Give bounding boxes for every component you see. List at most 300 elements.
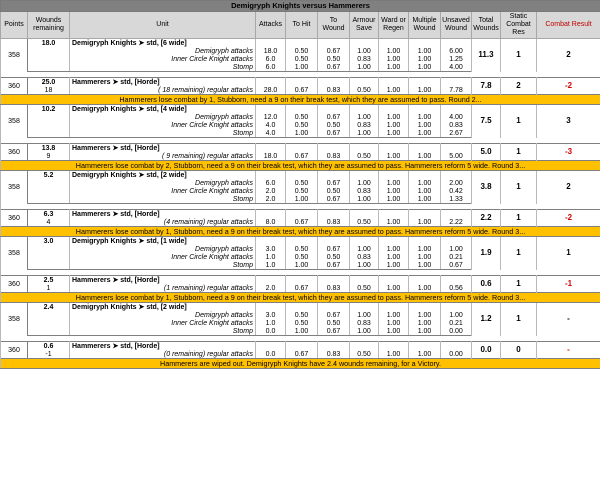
to-wound-cell: 0.67: [318, 113, 350, 121]
attacks-cell: 6.0: [256, 179, 286, 187]
attacks-cell: 1.0: [256, 253, 286, 261]
attacks-cell: 1.0: [256, 261, 286, 270]
empty-cell: [286, 171, 318, 180]
unsaved-wound-cell: 5.00: [441, 152, 472, 161]
attack-type-label: Stomp: [70, 261, 256, 270]
armour-save-cell: 1.00: [350, 129, 379, 138]
armour-save-cell: 1.00: [350, 195, 379, 204]
armour-save-cell: 1.00: [350, 47, 379, 55]
to-wound-cell: 0.67: [318, 327, 350, 336]
empty-cell: [28, 187, 70, 195]
ward-cell: 1.00: [379, 284, 409, 293]
empty-cell: [379, 276, 409, 285]
attack-type-label: Demigryph attacks: [70, 47, 256, 55]
empty-cell: [350, 342, 379, 351]
multiple-wound-cell: 1.00: [409, 113, 441, 121]
armour-save-cell: 0.83: [350, 121, 379, 129]
empty-cell: [441, 39, 472, 48]
to-hit-cell: 0.67: [286, 284, 318, 293]
multiple-wound-cell: 1.00: [409, 245, 441, 253]
empty-cell: [286, 276, 318, 285]
dk-points: 358: [1, 39, 28, 72]
dk-wounds-remaining: 18.0: [28, 39, 70, 48]
multiple-wound-cell: 1.00: [409, 152, 441, 161]
to-wound-cell: 0.83: [318, 350, 350, 359]
empty-cell: [28, 327, 70, 336]
to-hit-cell: 0.67: [286, 152, 318, 161]
empty-cell: [28, 319, 70, 327]
to-hit-cell: 0.50: [286, 319, 318, 327]
dk-unit-row: [1, 39, 600, 48]
to-hit-cell: 0.67: [286, 218, 318, 227]
round-summary-row: [1, 95, 600, 105]
multiple-wound-cell: 1.00: [409, 129, 441, 138]
empty-cell: [286, 105, 318, 114]
empty-cell: [379, 171, 409, 180]
multiple-wound-cell: 1.00: [409, 121, 441, 129]
header-row: [1, 12, 600, 39]
to-wound-cell: 0.67: [318, 179, 350, 187]
to-wound-cell: 0.50: [318, 187, 350, 195]
empty-cell: [441, 144, 472, 153]
ham-points: 360: [1, 144, 28, 161]
empty-cell: [256, 39, 286, 48]
multiple-wound-cell: 1.00: [409, 350, 441, 359]
ham-unit-name: Hammerers ➤ std, [Horde]: [70, 210, 256, 219]
attack-type-label: Inner Circle Knight attacks: [70, 55, 256, 63]
dk-wounds-remaining: 3.0: [28, 237, 70, 246]
header-attacks: Attacks: [256, 12, 286, 39]
ward-cell: 1.00: [379, 152, 409, 161]
round-summary: Hammerers are wiped out. Demigryph Knights have 2.4 wounds remaining, for a Victory.: [1, 359, 600, 369]
empty-cell: [350, 210, 379, 219]
ward-cell: 1.00: [379, 218, 409, 227]
dk-combat-result: 3: [537, 105, 600, 138]
armour-save-cell: 0.83: [350, 319, 379, 327]
ham-model-count: 9: [28, 152, 70, 161]
empty-cell: [318, 303, 350, 312]
ham-wounds-remaining: 13.8: [28, 144, 70, 153]
dk-wounds-remaining: 5.2: [28, 171, 70, 180]
attacks-cell: 0.0: [256, 350, 286, 359]
multiple-wound-cell: 1.00: [409, 195, 441, 204]
unsaved-wound-cell: 0.67: [441, 261, 472, 270]
dk-combat-result: 2: [537, 171, 600, 204]
header-multiple-wound: Multiple Wound: [409, 12, 441, 39]
empty-cell: [28, 47, 70, 55]
empty-cell: [350, 78, 379, 87]
empty-cell: [350, 105, 379, 114]
ward-cell: 1.00: [379, 245, 409, 253]
empty-cell: [318, 210, 350, 219]
ward-cell: 1.00: [379, 311, 409, 319]
attacks-cell: 12.0: [256, 113, 286, 121]
to-hit-cell: 0.50: [286, 121, 318, 129]
title-row: [1, 1, 600, 12]
to-hit-cell: 1.00: [286, 63, 318, 72]
empty-cell: [409, 342, 441, 351]
attack-type-label: (0 remaining) regular attacks: [70, 350, 256, 359]
armour-save-cell: 0.50: [350, 86, 379, 95]
empty-cell: [409, 39, 441, 48]
unsaved-wound-cell: 1.00: [441, 245, 472, 253]
round-summary-row: [1, 161, 600, 171]
empty-cell: [409, 210, 441, 219]
empty-cell: [256, 303, 286, 312]
unsaved-wound-cell: 4.00: [441, 63, 472, 72]
empty-cell: [379, 39, 409, 48]
unsaved-wound-cell: 7.78: [441, 86, 472, 95]
to-wound-cell: 0.83: [318, 284, 350, 293]
unsaved-wound-cell: 1.33: [441, 195, 472, 204]
empty-cell: [318, 39, 350, 48]
armour-save-cell: 1.00: [350, 327, 379, 336]
attacks-cell: 2.0: [256, 284, 286, 293]
dk-unit-name: Demigryph Knights ➤ std, [1 wide]: [70, 237, 256, 246]
attacks-cell: 2.0: [256, 187, 286, 195]
empty-cell: [28, 63, 70, 72]
armour-save-cell: 0.50: [350, 152, 379, 161]
multiple-wound-cell: 1.00: [409, 63, 441, 72]
attack-type-label: Demigryph attacks: [70, 113, 256, 121]
attacks-cell: 1.0: [256, 319, 286, 327]
empty-cell: [256, 210, 286, 219]
multiple-wound-cell: 1.00: [409, 86, 441, 95]
armour-save-cell: 1.00: [350, 261, 379, 270]
empty-cell: [409, 276, 441, 285]
ham-total-wounds: 0.0: [472, 342, 501, 359]
dk-points: 358: [1, 237, 28, 270]
ward-cell: 1.00: [379, 129, 409, 138]
ward-cell: 1.00: [379, 47, 409, 55]
dk-unit-name: Demigryph Knights ➤ std, [2 wide]: [70, 303, 256, 312]
dk-unit-row: [1, 171, 600, 180]
empty-cell: [379, 303, 409, 312]
empty-cell: [318, 105, 350, 114]
armour-save-cell: 0.83: [350, 253, 379, 261]
dk-unit-row: [1, 237, 600, 246]
ham-static-combat-res: 1: [501, 276, 537, 293]
attack-type-label: Stomp: [70, 129, 256, 138]
ham-static-combat-res: 1: [501, 210, 537, 227]
attacks-cell: 4.0: [256, 129, 286, 138]
empty-cell: [318, 78, 350, 87]
ward-cell: 1.00: [379, 319, 409, 327]
empty-cell: [28, 55, 70, 63]
to-hit-cell: 1.00: [286, 195, 318, 204]
header-to-hit: To Hit: [286, 12, 318, 39]
empty-cell: [318, 171, 350, 180]
multiple-wound-cell: 1.00: [409, 311, 441, 319]
multiple-wound-cell: 1.00: [409, 319, 441, 327]
to-wound-cell: 0.67: [318, 63, 350, 72]
ham-wounds-remaining: 6.3: [28, 210, 70, 219]
dk-points: 358: [1, 303, 28, 336]
multiple-wound-cell: 1.00: [409, 327, 441, 336]
empty-cell: [28, 195, 70, 204]
empty-cell: [350, 276, 379, 285]
attacks-cell: 18.0: [256, 47, 286, 55]
empty-cell: [256, 105, 286, 114]
unsaved-wound-cell: 0.56: [441, 284, 472, 293]
attack-type-label: Inner Circle Knight attacks: [70, 121, 256, 129]
to-wound-cell: 0.50: [318, 253, 350, 261]
empty-cell: [286, 210, 318, 219]
empty-cell: [318, 144, 350, 153]
empty-cell: [409, 303, 441, 312]
ham-combat-result: -3: [537, 144, 600, 161]
attacks-cell: 6.0: [256, 55, 286, 63]
unsaved-wound-cell: 0.83: [441, 121, 472, 129]
dk-combat-result: -: [537, 303, 600, 336]
dk-total-wounds: 7.5: [472, 105, 501, 138]
attacks-cell: 0.0: [256, 327, 286, 336]
empty-cell: [409, 78, 441, 87]
ham-static-combat-res: 0: [501, 342, 537, 359]
dk-total-wounds: 3.8: [472, 171, 501, 204]
empty-cell: [379, 144, 409, 153]
armour-save-cell: 1.00: [350, 311, 379, 319]
dk-static-combat-res: 1: [501, 303, 537, 336]
to-hit-cell: 0.50: [286, 47, 318, 55]
multiple-wound-cell: 1.00: [409, 284, 441, 293]
empty-cell: [286, 39, 318, 48]
to-wound-cell: 0.67: [318, 311, 350, 319]
empty-cell: [379, 237, 409, 246]
unsaved-wound-cell: 6.00: [441, 47, 472, 55]
to-hit-cell: 1.00: [286, 327, 318, 336]
to-hit-cell: 0.50: [286, 311, 318, 319]
empty-cell: [441, 276, 472, 285]
armour-save-cell: 0.83: [350, 55, 379, 63]
ham-wounds-remaining: 2.5: [28, 276, 70, 285]
empty-cell: [441, 342, 472, 351]
dk-points: 358: [1, 171, 28, 204]
round-summary-row: [1, 293, 600, 303]
empty-cell: [409, 237, 441, 246]
empty-cell: [318, 237, 350, 246]
ham-unit-name: Hammerers ➤ std, [Horde]: [70, 144, 256, 153]
attacks-cell: 18.0: [256, 152, 286, 161]
ham-points: 360: [1, 210, 28, 227]
empty-cell: [441, 78, 472, 87]
armour-save-cell: 0.50: [350, 218, 379, 227]
to-hit-cell: 0.50: [286, 187, 318, 195]
attack-type-label: Inner Circle Knight attacks: [70, 253, 256, 261]
ham-combat-result: -: [537, 342, 600, 359]
ham-unit-name: Hammerers ➤ std, [Horde]: [70, 276, 256, 285]
ham-model-count: -1: [28, 350, 70, 359]
ham-model-count: 18: [28, 86, 70, 95]
ham-model-count: 1: [28, 284, 70, 293]
to-wound-cell: 0.83: [318, 86, 350, 95]
dk-combat-result: 2: [537, 39, 600, 72]
ward-cell: 1.00: [379, 63, 409, 72]
empty-cell: [379, 105, 409, 114]
empty-cell: [286, 342, 318, 351]
ham-combat-result: -2: [537, 210, 600, 227]
attacks-cell: 3.0: [256, 245, 286, 253]
round-summary-row: [1, 359, 600, 369]
attack-type-label: Stomp: [70, 327, 256, 336]
unsaved-wound-cell: 0.42: [441, 187, 472, 195]
dk-total-wounds: 11.3: [472, 39, 501, 72]
table-title: Demigryph Knights versus Hammerers: [1, 1, 600, 12]
header-unsaved-wound: Unsaved Wound: [441, 12, 472, 39]
to-hit-cell: 1.00: [286, 129, 318, 138]
empty-cell: [409, 105, 441, 114]
armour-save-cell: 1.00: [350, 63, 379, 72]
ham-unit-name: Hammerers ➤ std, [Horde]: [70, 78, 256, 87]
unsaved-wound-cell: 1.00: [441, 311, 472, 319]
ward-cell: 1.00: [379, 327, 409, 336]
attack-type-label: Stomp: [70, 63, 256, 72]
header-to-wound: To Wound: [318, 12, 350, 39]
empty-cell: [379, 78, 409, 87]
ham-model-count: 4: [28, 218, 70, 227]
empty-cell: [28, 253, 70, 261]
dk-static-combat-res: 1: [501, 237, 537, 270]
ham-unit-row: [1, 144, 600, 153]
dk-total-wounds: 1.9: [472, 237, 501, 270]
empty-cell: [350, 39, 379, 48]
ward-cell: 1.00: [379, 253, 409, 261]
empty-cell: [441, 237, 472, 246]
ham-points: 360: [1, 78, 28, 95]
attack-type-label: Demigryph attacks: [70, 245, 256, 253]
ham-unit-name: Hammerers ➤ std, [Horde]: [70, 342, 256, 351]
empty-cell: [28, 113, 70, 121]
multiple-wound-cell: 1.00: [409, 55, 441, 63]
header-points: Points: [1, 12, 28, 39]
armour-save-cell: 1.00: [350, 179, 379, 187]
round-summary: Hammerers lose combat by 1, Stubborn, need a 9 on their break test, which they are assumed to pass. Hammerers reform 5 wide. Round 3...: [1, 293, 600, 303]
round-summary: Hammerers lose combat by 2, Stubborn, need a 9 on their break test, which they are assumed to pass. Hammerers reform 5 wide. Round 3...: [1, 161, 600, 171]
attacks-cell: 6.0: [256, 63, 286, 72]
round-summary: Hammerers lose combat by 1, Stubborn, need a 9 on their break test, which they are assumed to pass. Hammerers reform 5 wide. Round 3...: [1, 227, 600, 237]
unsaved-wound-cell: 0.00: [441, 350, 472, 359]
dk-unit-name: Demigryph Knights ➤ std, [6 wide]: [70, 39, 256, 48]
ham-wounds-remaining: 0.6: [28, 342, 70, 351]
armour-save-cell: 0.50: [350, 350, 379, 359]
unsaved-wound-cell: 0.00: [441, 327, 472, 336]
to-wound-cell: 0.67: [318, 261, 350, 270]
dk-total-wounds: 1.2: [472, 303, 501, 336]
empty-cell: [28, 261, 70, 270]
empty-cell: [350, 171, 379, 180]
attack-type-label: Inner Circle Knight attacks: [70, 187, 256, 195]
ward-cell: 1.00: [379, 179, 409, 187]
empty-cell: [441, 210, 472, 219]
to-wound-cell: 0.83: [318, 218, 350, 227]
ward-cell: 1.00: [379, 261, 409, 270]
to-hit-cell: 0.67: [286, 86, 318, 95]
multiple-wound-cell: 1.00: [409, 179, 441, 187]
header-static-combat-res: Static Combat Res: [501, 12, 537, 39]
multiple-wound-cell: 1.00: [409, 253, 441, 261]
attacks-cell: 28.0: [256, 86, 286, 95]
ham-static-combat-res: 1: [501, 144, 537, 161]
to-hit-cell: 0.50: [286, 113, 318, 121]
to-hit-cell: 0.50: [286, 245, 318, 253]
dk-unit-name: Demigryph Knights ➤ std, [4 wide]: [70, 105, 256, 114]
multiple-wound-cell: 1.00: [409, 187, 441, 195]
ham-unit-row: [1, 78, 600, 87]
ward-cell: 1.00: [379, 350, 409, 359]
armour-save-cell: 1.00: [350, 245, 379, 253]
ham-total-wounds: 5.0: [472, 144, 501, 161]
attacks-cell: 3.0: [256, 311, 286, 319]
ham-wounds-remaining: 25.0: [28, 78, 70, 87]
ham-unit-row: [1, 276, 600, 285]
header-unit: Unit: [70, 12, 256, 39]
unsaved-wound-cell: 2.22: [441, 218, 472, 227]
ham-combat-result: -2: [537, 78, 600, 95]
empty-cell: [409, 144, 441, 153]
to-wound-cell: 0.50: [318, 319, 350, 327]
empty-cell: [379, 342, 409, 351]
unsaved-wound-cell: 1.25: [441, 55, 472, 63]
empty-cell: [441, 171, 472, 180]
attacks-cell: 4.0: [256, 121, 286, 129]
to-wound-cell: 0.50: [318, 55, 350, 63]
empty-cell: [28, 311, 70, 319]
ham-combat-result: -1: [537, 276, 600, 293]
empty-cell: [256, 237, 286, 246]
dk-unit-name: Demigryph Knights ➤ std, [2 wide]: [70, 171, 256, 180]
ham-points: 360: [1, 342, 28, 359]
armour-save-cell: 1.00: [350, 113, 379, 121]
ward-cell: 1.00: [379, 187, 409, 195]
attack-type-label: ( 9 remaining) regular attacks: [70, 152, 256, 161]
ward-cell: 1.00: [379, 113, 409, 121]
ham-total-wounds: 2.2: [472, 210, 501, 227]
attack-type-label: Demigryph attacks: [70, 179, 256, 187]
attack-type-label: (1 remaining) regular attacks: [70, 284, 256, 293]
dk-unit-row: [1, 303, 600, 312]
attacks-cell: 2.0: [256, 195, 286, 204]
dk-static-combat-res: 1: [501, 105, 537, 138]
empty-cell: [256, 171, 286, 180]
empty-cell: [28, 179, 70, 187]
ham-unit-row: [1, 210, 600, 219]
to-hit-cell: 1.00: [286, 261, 318, 270]
header-combat-result: Combat Result: [537, 12, 600, 39]
empty-cell: [256, 342, 286, 351]
dk-static-combat-res: 1: [501, 39, 537, 72]
empty-cell: [318, 276, 350, 285]
to-wound-cell: 0.67: [318, 195, 350, 204]
empty-cell: [379, 210, 409, 219]
unsaved-wound-cell: 4.00: [441, 113, 472, 121]
multiple-wound-cell: 1.00: [409, 261, 441, 270]
to-wound-cell: 0.83: [318, 152, 350, 161]
armour-save-cell: 0.50: [350, 284, 379, 293]
ham-points: 360: [1, 276, 28, 293]
empty-cell: [256, 144, 286, 153]
unsaved-wound-cell: 2.67: [441, 129, 472, 138]
to-hit-cell: 0.50: [286, 55, 318, 63]
empty-cell: [286, 144, 318, 153]
empty-cell: [441, 303, 472, 312]
attack-type-label: (4 remaining) regular attacks: [70, 218, 256, 227]
header-armour-save: Armour Save: [350, 12, 379, 39]
to-wound-cell: 0.67: [318, 129, 350, 138]
ham-static-combat-res: 2: [501, 78, 537, 95]
dk-combat-result: 1: [537, 237, 600, 270]
ham-total-wounds: 0.6: [472, 276, 501, 293]
unsaved-wound-cell: 0.21: [441, 319, 472, 327]
